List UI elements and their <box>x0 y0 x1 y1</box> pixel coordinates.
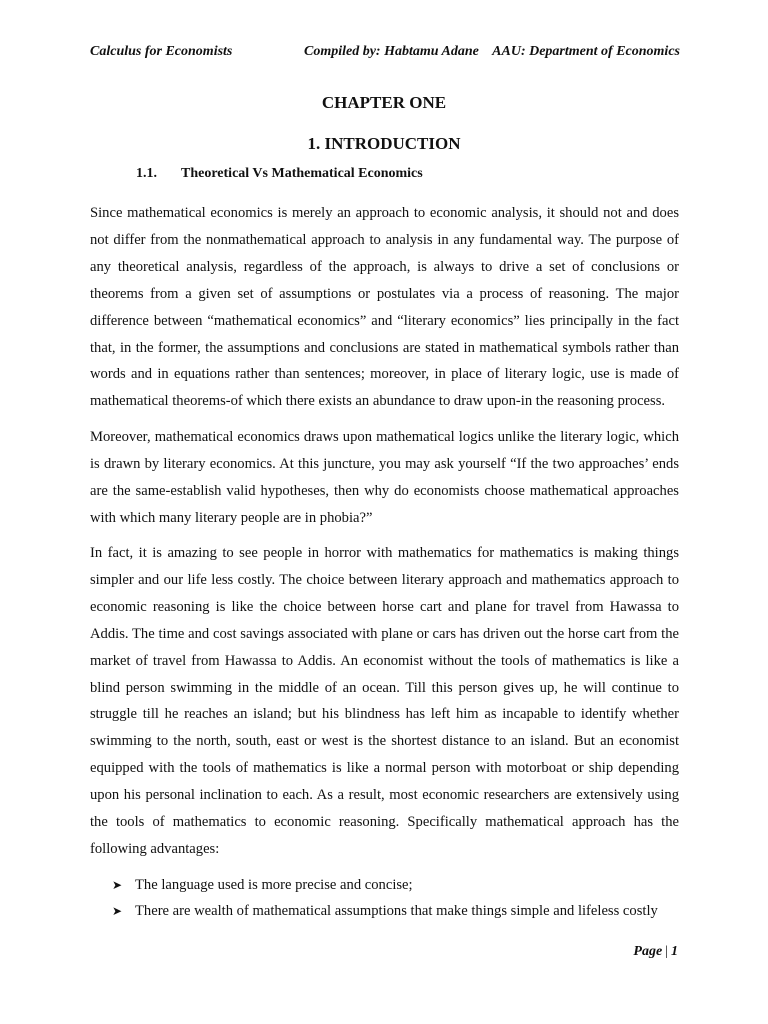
page-footer <box>633 944 678 960</box>
intro-heading: 1. INTRODUCTION <box>307 134 461 153</box>
section-heading <box>136 166 423 182</box>
list-item-text: There are wealth of mathematical assumptions that make things simple and lifeless costly <box>135 903 658 919</box>
header-course-title: Calculus for Economists <box>90 44 233 59</box>
list-item-text: The language used is more precise and concise; <box>135 877 413 893</box>
section-number: 1.1. <box>136 166 157 181</box>
chapter-title: CHAPTER ONE <box>321 93 447 112</box>
header-department: AAU: Department of Economics <box>492 44 680 59</box>
page-header <box>90 44 680 66</box>
footer-separator: | <box>665 944 668 959</box>
list-item <box>108 872 688 898</box>
page-label: Page <box>633 944 663 959</box>
paragraph: Since mathematical economics is merely an approach to economic analysis, it should not and does not differ from the nonmathematical approach to analysis in any fundamental way. The purpose of any theoretical analysis, regardless of the approach, is always to drive a set of conclusions or theorems from a given set of assumptions or postulates via a process of reasoning. The major difference between “mathematical economics” and “literary economics” lies principally in the fact that, in the former, the assumptions and conclusions are stated in mathematical symbols rather than words and in equations rather than sentences; moreover, in place of literary logic, use is made of mathematical theorems-of which there exists an abundance to draw upon-in the reasoning process. <box>90 205 679 410</box>
page-number: 1 <box>671 944 678 959</box>
paragraph: Moreover, mathematical economics draws upon mathematical logics unlike the literary logic, which is drawn by literary economics. At this juncture, you may ask yourself “If the two approaches’ ends are the same-establish valid hypotheses, then why do economists choose mathematical approaches with which many literary people are in phobia?” <box>90 429 679 526</box>
section-title: Theoretical Vs Mathematical Economics <box>181 166 423 181</box>
list-item <box>108 898 688 924</box>
advantages-list <box>108 872 688 924</box>
paragraph: In fact, it is amazing to see people in horror with mathematics for mathematics is making things simpler and our life less costly. The choice between literary approach and mathematics approach to economic reasoning is like the choice between horse cart and plane for travel from Hawassa to Addis. The time and cost savings associated with plane or cars has driven out the horse cart from the market of travel from Hawassa to Addis. An economist without the tools of mathematics is like a blind person swimming in the middle of an ocean. Till this person gives up, he will continue to struggle till he reaches an island; but his blindness has left him as incapable to identify whether swimming to the north, south, east or west is the shortest distance to an island. But an economist equipped with the tools of mathematics is like a normal person with motorboat or ship depending upon his personal inclination to each. As a result, most economic researchers are extensively using the tools of mathematics to economic reasoning. Specifically mathematical approach has the following advantages: <box>90 545 679 857</box>
arrow-bullet-icon: ➤ <box>112 904 123 918</box>
arrow-bullet-icon: ➤ <box>112 878 123 892</box>
header-compiler: Compiled by: Habtamu Adane <box>304 44 479 59</box>
